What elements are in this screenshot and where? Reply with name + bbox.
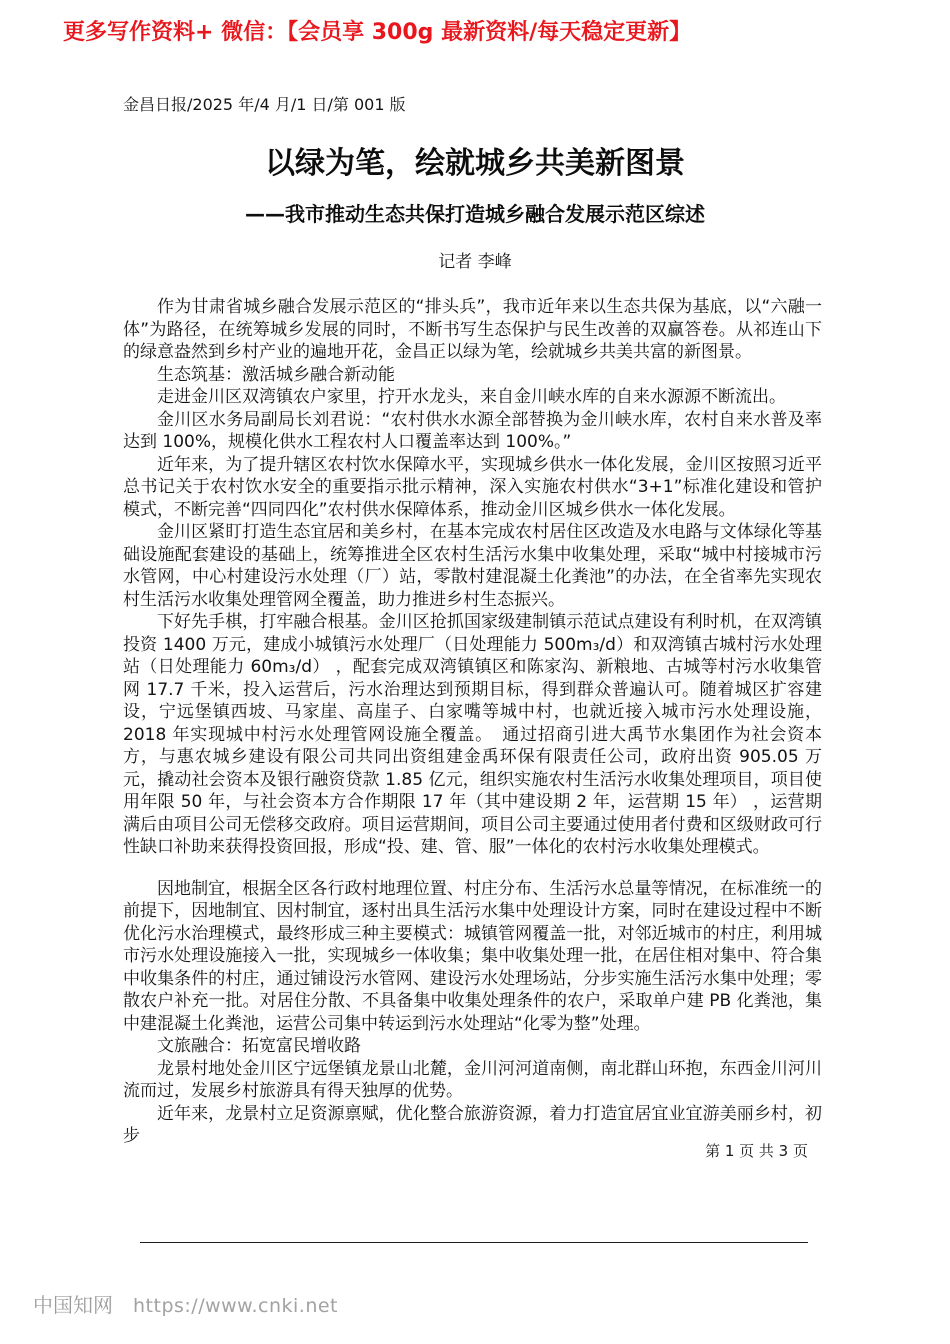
- cnki-url: https://www.cnki.net: [133, 1295, 339, 1317]
- paragraph: 近年来，为了提升辖区农村饮水保障水平，实现城乡供水一体化发展，金川区按照习近平总书记关于农村饮水安全的重要指示批示精神，深入实施农村供水“3+1”标准化建设和管护模式，不断完善“四同四化”农村供水保障体系，推动金川区城乡供水一体化发展。: [123, 454, 822, 520]
- footer-divider: [140, 1242, 808, 1243]
- paragraph: 金川区水务局副局长刘君说：“农村供水水源全部替换为金川峡水库，农村自来水普及率达到 100%，规模化供水工程农村人口覆盖率达到 100%。”: [123, 409, 822, 452]
- site-footer: [33, 1289, 338, 1318]
- paragraph: 生态筑基：激活城乡融合新动能: [157, 364, 395, 385]
- paragraph: 龙景村地处金川区宁远堡镇龙景山北麓，金川河河道南侧，南北群山环抱，东西金川河川流而过，发展乡村旅游具有得天独厚的优势。: [123, 1058, 822, 1101]
- article-byline: 记者 李峰: [438, 252, 512, 272]
- article-subtitle: ——我市推动生态共保打造城乡融合发展示范区综述: [245, 202, 705, 226]
- source-dateline: 金昌日报/2025 年/4 月/1 日/第 001 版: [123, 95, 406, 114]
- promo-banner: 更多写作资料+ 微信：【会员享 300g 最新资料/每天稳定更新】: [63, 20, 692, 45]
- article-body: [123, 296, 822, 1148]
- paragraph: 下好先手棋，打牢融合根基。金川区抢抓国家级建制镇示范试点建设有利时机，在双湾镇投资 1400 万元，建成小城镇污水处理厂（日处理能力 500m₃/d）和双湾镇古城村污水处理站（日处理能力 60m₃/d） ，配套完成双湾镇镇区和陈家沟、新粮地、古城等村污水收集管网 17.7 千米，投入运营后，污水治理达到预期目标，得到群众普遍认可。随着城区扩容建设，宁远堡镇西坡、马家崖、高崖子、白家嘴等城中村，也就近接入城市污水处理设施，2018 年实现城中村污水处理管网设施全覆盖。 通过招商引进大禹节水集团作为社会资本方，与惠农城乡建设有限公司共同出资组建金禹环保有限责任公司，政府出资 905.05 万元，撬动社会资本及银行融资贷款 1.85 亿元，组织实施农村生活污水收集处理项目，项目使用年限 50 年，与社会资本方合作期限 17 年（其中建设期 2 年，运营期 15 年） ，运营期满后由项目公司无偿移交政府。项目运营期间，项目公司主要通过使用者付费和区级财政可行性缺口补助来获得投资回报，形成“投、建、管、服”一体化的农村污水收集处理模式。: [123, 612, 822, 857]
- paragraph: 近年来，龙景村立足资源禀赋，优化整合旅游资源，着力打造宜居宜业宜游美丽乡村，初步: [123, 1103, 822, 1146]
- paragraph: 走进金川区双湾镇农户家里，拧开水龙头，来自金川峡水库的自来水源源不断流出。: [157, 387, 786, 407]
- cnki-brand-label: 中国知网: [33, 1293, 113, 1317]
- paragraph: 文旅融合：拓宽富民增收路: [157, 1036, 361, 1056]
- page-indicator: 第 1 页 共 3 页: [705, 1142, 808, 1160]
- paragraph: 作为甘肃省城乡融合发展示范区的“排头兵”，我市近年来以生态共保为基底，以“六融一体”为路径，在统筹城乡发展的同时，不断书写生态保护与民生改善的双赢答卷。从祁连山下的绿意盎然到乡村产业的遍地开花，金昌正以绿为笔，绘就城乡共美共富的新图景。: [123, 297, 822, 362]
- article-title: 以绿为笔，绘就城乡共美新图景: [265, 146, 685, 181]
- paragraph: 因地制宜，根据全区各行政村地理位置、村庄分布、生活污水总量等情况，在标准统一的前提下，因地制宜、因村制宜，逐村出具生活污水集中处理设计方案，同时在建设过程中不断优化污水治理模式，最终形成三种主要模式：城镇管网覆盖一批，对邻近城市的村庄，利用城市污水处理设施接入一批，实现城乡一体收集；集中收集处理一批，在居住相对集中、符合集中收集条件的村庄，通过铺设污水管网、建设污水处理场站，分步实施生活污水集中处理；零散农户补充一批。对居住分散、不具备集中收集处理条件的农户，采取单户建 PB 化粪池，集中建混凝土化粪池，运营公司集中转运到污水处理站“化零为整”处理。: [123, 878, 822, 1034]
- paragraph: 金川区紧盯打造生态宜居和美乡村，在基本完成农村居住区改造及水电路与文体绿化等基础设施配套建设的基础上，统筹推进全区农村生活污水集中收集处理，采取“城中村接城市污水管网，中心村建设污水处理（厂）站，零散村建混凝土化粪池”的办法，在全省率先实现农村生活污水收集处理管网全覆盖，助力推进乡村生态振兴。: [123, 522, 822, 610]
